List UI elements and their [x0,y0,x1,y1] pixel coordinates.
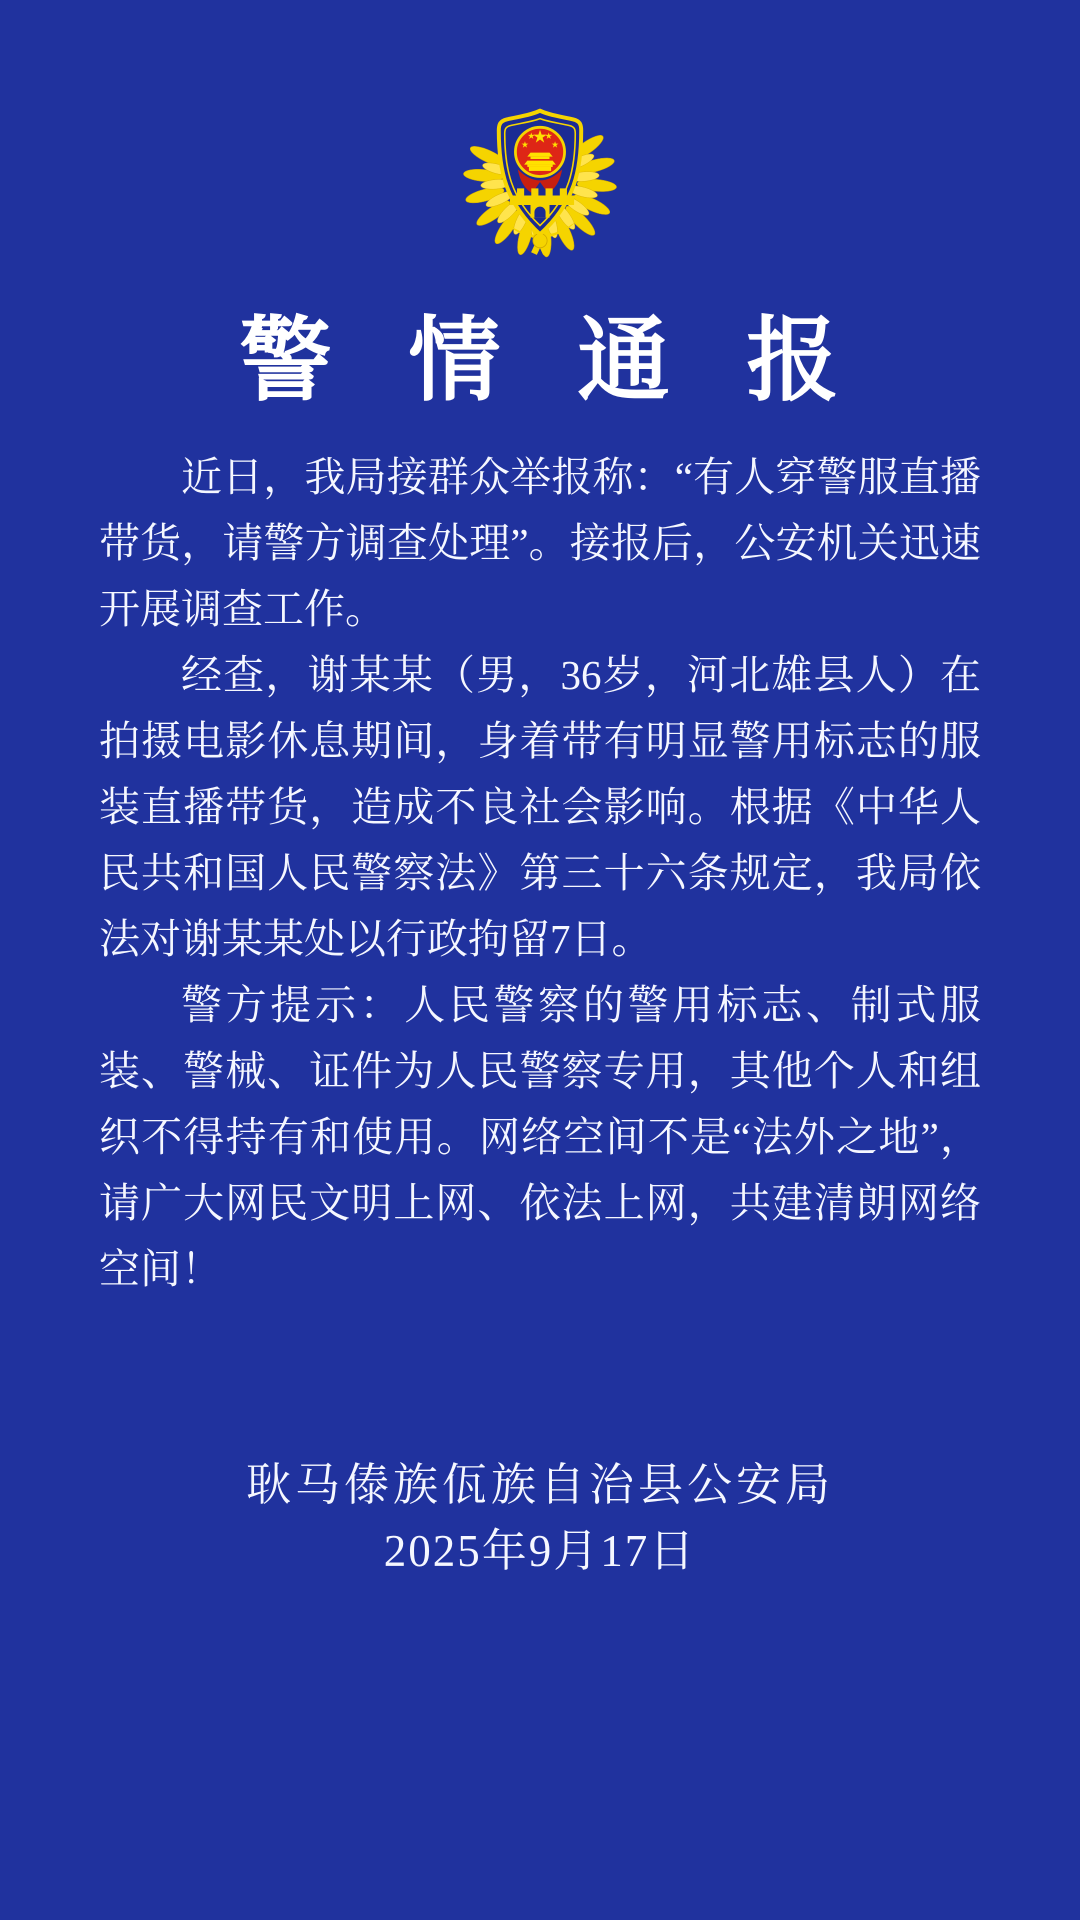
police-emblem [456,92,624,272]
issuing-agency: 耿马傣族佤族自治县公安局 [245,1460,834,1510]
police-badge-icon [456,92,624,272]
notice-paragraph: 警方提示：人民警察的警用标志、制式服装、警械、证件为人民警察专用，其他个人和组织不得持有和使用。网络空间不是“法外之地”，请广大网民文明上网、依法上网，共建清朗网络空间！ [99,982,981,1292]
notice-title: 警 情 通 报 [239,310,841,412]
notice-paragraph: 经查，谢某某（男，36岁，河北雄县人）在拍摄电影休息期间，身着带有明显警用标志的服装直播带货，造成不良社会影响。根据《中华人民共和国人民警察法》第三十六条规定，我局依法对谢某某处以行政拘留7日。 [99,652,981,962]
issue-date: 2025年9月17日 [383,1526,697,1576]
notice-body [99,444,981,1302]
notice-paragraph: 近日，我局接群众举报称：“有人穿警服直播带货，请警方调查处理”。接报后，公安机关迅速开展调查工作。 [99,454,981,632]
